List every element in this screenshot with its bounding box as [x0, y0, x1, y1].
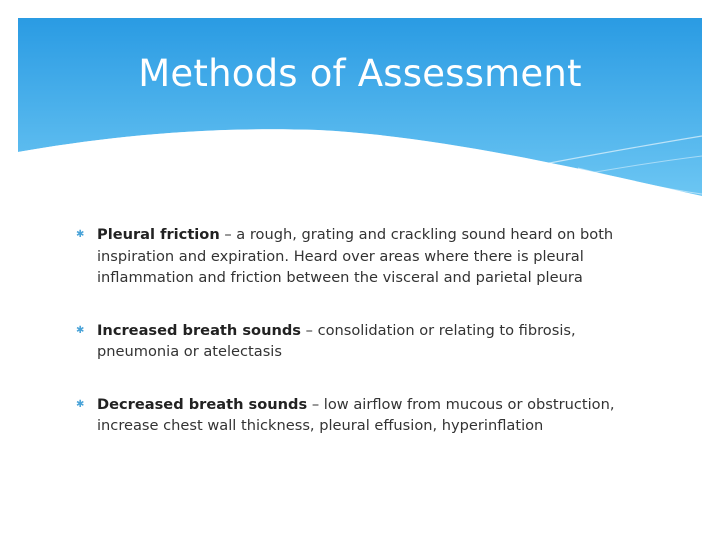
bullet-list — [76, 224, 636, 437]
bullet-text: – low airflow from mucous or obstruction, increase chest wall thickness, pleural effusion, hyperinflation — [97, 395, 615, 434]
bullet-term: Decreased breath sounds — [97, 395, 308, 413]
title-banner — [18, 18, 702, 200]
asterisk-bullet-icon: ✱ — [76, 324, 85, 336]
bullet-term: Pleural friction — [97, 226, 220, 243]
banner-wave-graphic — [18, 18, 702, 200]
bullet-item-increased-breath-sounds — [76, 320, 636, 363]
bullet-text: – consolidation or relating to fibrosis, pneumonia or atelectasis — [97, 321, 576, 360]
asterisk-bullet-icon: ✱ — [76, 229, 85, 240]
bullet-term: Increased breath sounds — [97, 321, 301, 339]
bullet-item-pleural-friction — [76, 224, 636, 289]
bullet-text: – a rough, grating and crackling sound heard on both inspiration and expiration. Heard over areas where there is pleural inflammation and friction between the visceral and parietal pleura — [97, 226, 614, 286]
slide-title: Methods of Assessment — [138, 52, 582, 95]
asterisk-bullet-icon: ✱ — [76, 398, 85, 410]
bullet-item-decreased-breath-sounds — [76, 394, 636, 437]
